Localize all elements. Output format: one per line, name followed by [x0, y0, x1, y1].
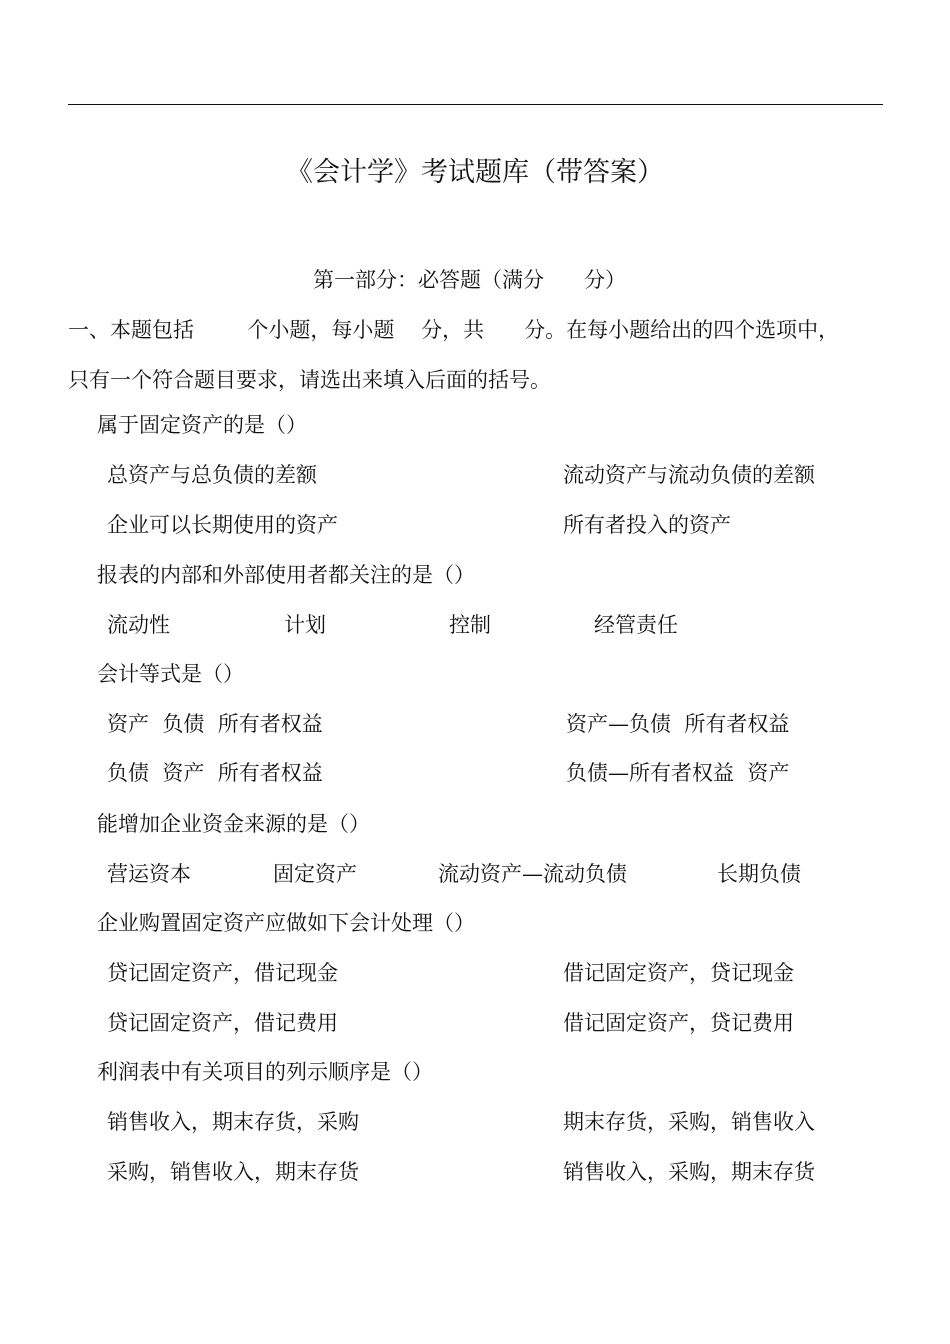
question-option: 期末存货，采购，销售收入 [563, 1110, 815, 1134]
question-option: 控制 [449, 613, 491, 637]
question-stem: 利润表中有关项目的列示顺序是（） [97, 1060, 433, 1084]
document-title: 《会计学》考试题库（带答案） [286, 157, 664, 188]
question-option: 销售收入，采购，期末存货 [563, 1160, 815, 1184]
question-option: 负债—所有者权益 资产 [566, 761, 790, 785]
question-option: 流动资产与流动负债的差额 [563, 463, 815, 487]
question-stem: 属于固定资产的是（） [97, 413, 307, 437]
header-rule [68, 104, 883, 105]
section-heading: 第一部分：必答题（满分 分） [313, 268, 627, 292]
question-option: 资产 负债 所有者权益 [107, 712, 323, 736]
question-stem: 企业购置固定资产应做如下会计处理（） [97, 911, 475, 935]
question-option: 采购，销售收入，期末存货 [107, 1160, 359, 1184]
question-option: 流动性 [107, 613, 170, 637]
question-option: 借记固定资产，贷记现金 [563, 961, 794, 985]
question-option: 借记固定资产，贷记费用 [563, 1011, 794, 1035]
question-stem: 会计等式是（） [97, 662, 244, 686]
question-option: 长期负债 [717, 862, 801, 886]
question-option: 营运资本 [107, 862, 191, 886]
question-option: 所有者投入的资产 [563, 513, 731, 537]
question-option: 流动资产—流动负债 [438, 862, 627, 886]
question-option: 贷记固定资产，借记现金 [107, 961, 338, 985]
question-option: 负债 资产 所有者权益 [107, 761, 323, 785]
question-option: 计划 [284, 613, 326, 637]
question-option: 固定资产 [273, 862, 357, 886]
question-option: 销售收入，期末存货，采购 [107, 1110, 359, 1134]
instruction-line-2: 只有一个符合题目要求，请选出来填入后面的括号。 [68, 368, 551, 392]
question-option: 贷记固定资产，借记费用 [107, 1011, 338, 1035]
question-stem: 报表的内部和外部使用者都关注的是（） [97, 563, 475, 587]
question-option: 总资产与总负债的差额 [107, 463, 317, 487]
question-option: 资产—负债 所有者权益 [566, 712, 790, 736]
question-stem: 能增加企业资金来源的是（） [97, 812, 370, 836]
question-option: 经管责任 [594, 613, 678, 637]
instruction-line-1: 一、本题包括 个小题，每小题 分，共 分。在每小题给出的四个选项中， [68, 318, 840, 342]
question-option: 企业可以长期使用的资产 [107, 513, 338, 537]
